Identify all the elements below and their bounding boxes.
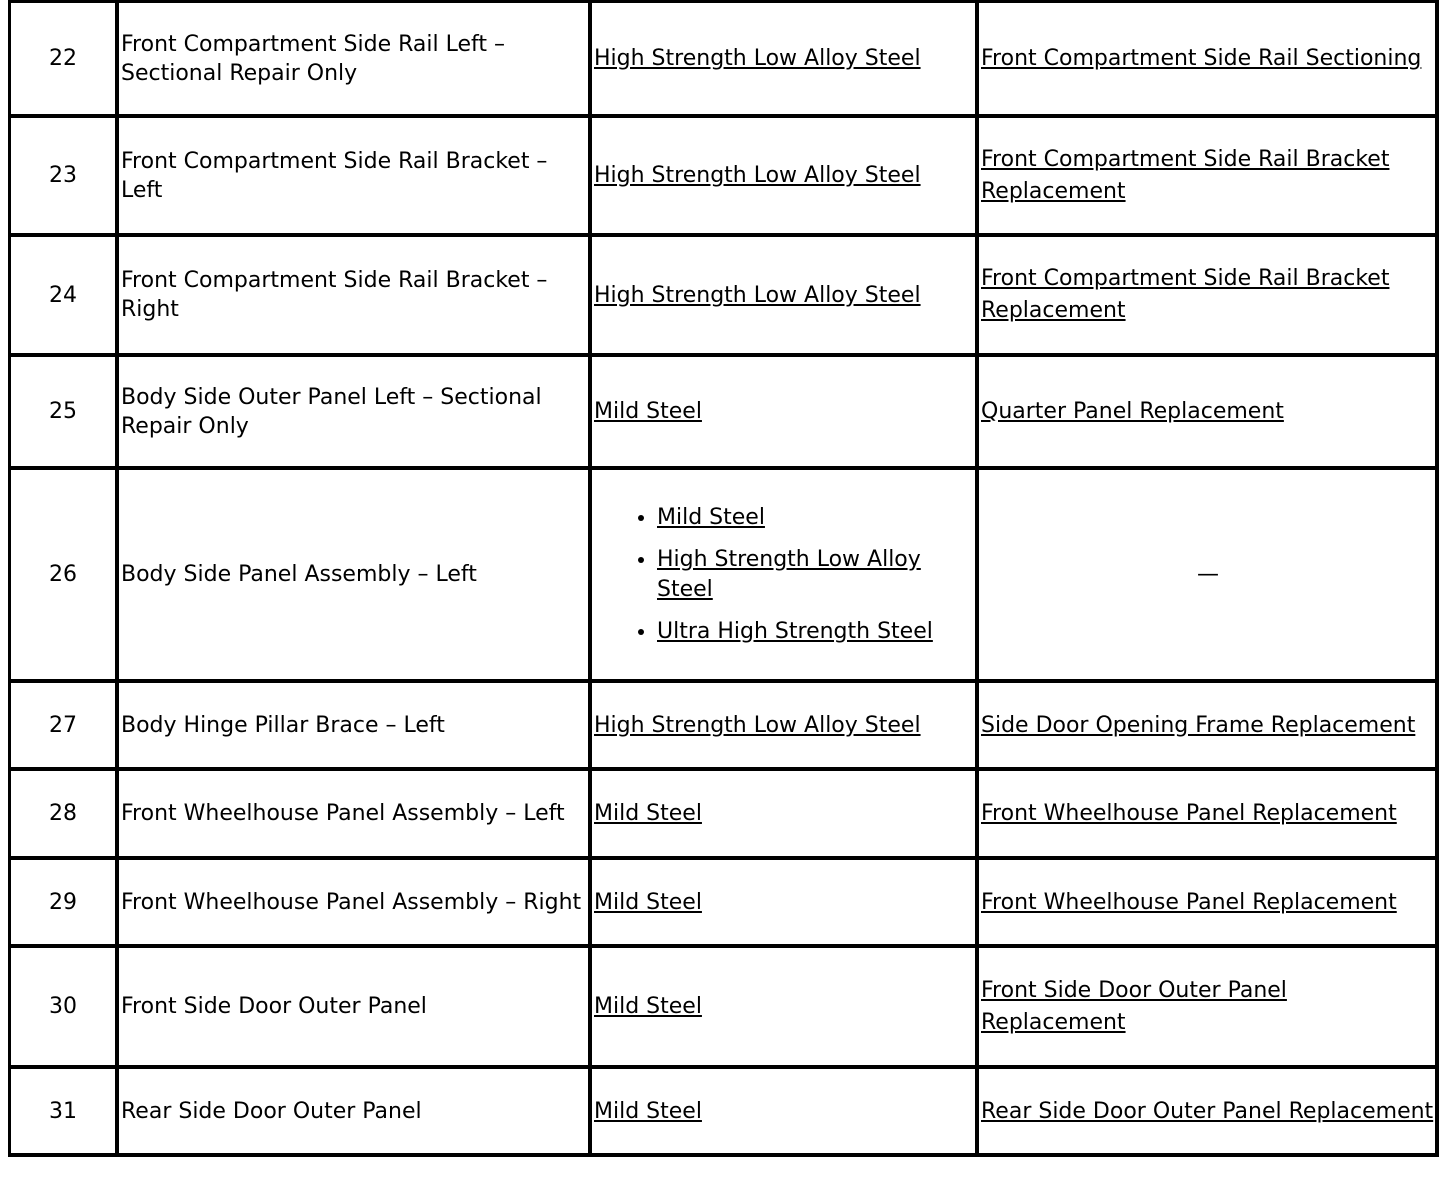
material-link[interactable]: Mild Steel	[594, 889, 702, 915]
component-name: Body Side Outer Panel Left – Sectional Repair Only	[116, 354, 589, 467]
item-number: 24	[8, 234, 116, 354]
material-cell	[589, 857, 976, 945]
material-link[interactable]: Ultra High Strength Steel	[657, 618, 933, 644]
no-procedure-dash: —	[1197, 562, 1219, 587]
procedure-link[interactable]: Front Side Door Outer Panel Replacement	[981, 977, 1287, 1035]
table-row	[8, 234, 1436, 354]
material-cell	[589, 0, 976, 115]
material-link[interactable]: Mild Steel	[594, 801, 702, 826]
item-number: 31	[8, 1066, 116, 1154]
material-link[interactable]: Mild Steel	[657, 504, 765, 530]
material-list	[594, 503, 975, 647]
procedure-cell	[976, 1066, 1436, 1154]
material-cell	[589, 680, 976, 768]
material-link[interactable]: High Strength Low Alloy Steel	[594, 282, 921, 308]
component-name: Front Compartment Side Rail Left – Sectional Repair Only	[116, 0, 589, 115]
procedure-link[interactable]: Front Compartment Side Rail Sectioning	[981, 46, 1422, 71]
list-item	[657, 617, 975, 647]
material-link[interactable]: High Strength Low Alloy Steel	[594, 163, 921, 188]
item-number: 23	[8, 115, 116, 234]
table-row	[8, 680, 1436, 768]
item-number: 27	[8, 680, 116, 768]
material-link[interactable]: Mild Steel	[594, 1098, 702, 1124]
procedure-link[interactable]: Rear Side Door Outer Panel Replacement	[981, 1098, 1434, 1124]
table-row	[8, 467, 1436, 680]
component-name: Front Compartment Side Rail Bracket – Left	[116, 115, 589, 234]
material-cell	[589, 467, 976, 680]
procedure-link[interactable]: Quarter Panel Replacement	[981, 399, 1284, 424]
component-name: Front Wheelhouse Panel Assembly – Right	[116, 857, 589, 945]
component-name: Front Compartment Side Rail Bracket – Right	[116, 234, 589, 354]
procedure-link[interactable]: Front Wheelhouse Panel Replacement	[981, 801, 1397, 826]
table-row	[8, 1066, 1436, 1154]
procedure-cell	[976, 768, 1436, 857]
table-row	[8, 354, 1436, 467]
item-number: 29	[8, 857, 116, 945]
item-number: 22	[8, 0, 116, 115]
procedure-link[interactable]: Side Door Opening Frame Replacement	[981, 712, 1416, 738]
material-link[interactable]: High Strength Low Alloy Steel	[594, 46, 921, 71]
parts-material-table	[8, 0, 1439, 1157]
component-name: Front Side Door Outer Panel	[116, 945, 589, 1066]
table-row	[8, 768, 1436, 857]
list-item	[657, 503, 975, 533]
procedure-cell	[976, 115, 1436, 234]
procedure-cell	[976, 467, 1436, 680]
material-cell	[589, 115, 976, 234]
table-row	[8, 0, 1436, 115]
table-row	[8, 857, 1436, 945]
material-cell	[589, 945, 976, 1066]
material-link[interactable]: High Strength Low Alloy Steel	[594, 712, 921, 738]
material-link[interactable]: Mild Steel	[594, 399, 702, 424]
procedure-link[interactable]: Front Compartment Side Rail Bracket Replacement	[981, 266, 1390, 323]
material-link[interactable]: Mild Steel	[594, 994, 702, 1019]
component-name: Front Wheelhouse Panel Assembly – Left	[116, 768, 589, 857]
procedure-cell	[976, 857, 1436, 945]
procedure-cell	[976, 354, 1436, 467]
document-page	[8, 0, 1436, 1166]
table-row	[8, 115, 1436, 234]
component-name: Body Side Panel Assembly – Left	[116, 467, 589, 680]
material-cell	[589, 234, 976, 354]
procedure-link[interactable]: Front Compartment Side Rail Bracket Replacement	[981, 146, 1390, 204]
item-number: 28	[8, 768, 116, 857]
procedure-cell	[976, 680, 1436, 768]
procedure-link[interactable]: Front Wheelhouse Panel Replacement	[981, 889, 1397, 915]
item-number: 26	[8, 467, 116, 680]
item-number: 30	[8, 945, 116, 1066]
material-cell	[589, 768, 976, 857]
table-row	[8, 945, 1436, 1066]
procedure-cell	[976, 945, 1436, 1066]
material-link[interactable]: High Strength Low Alloy Steel	[657, 546, 921, 602]
table-body	[8, 0, 1436, 1154]
list-item	[657, 545, 975, 605]
procedure-cell	[976, 0, 1436, 115]
component-name: Body Hinge Pillar Brace – Left	[116, 680, 589, 768]
item-number: 25	[8, 354, 116, 467]
material-cell	[589, 1066, 976, 1154]
procedure-cell	[976, 234, 1436, 354]
material-cell	[589, 354, 976, 467]
component-name: Rear Side Door Outer Panel	[116, 1066, 589, 1154]
